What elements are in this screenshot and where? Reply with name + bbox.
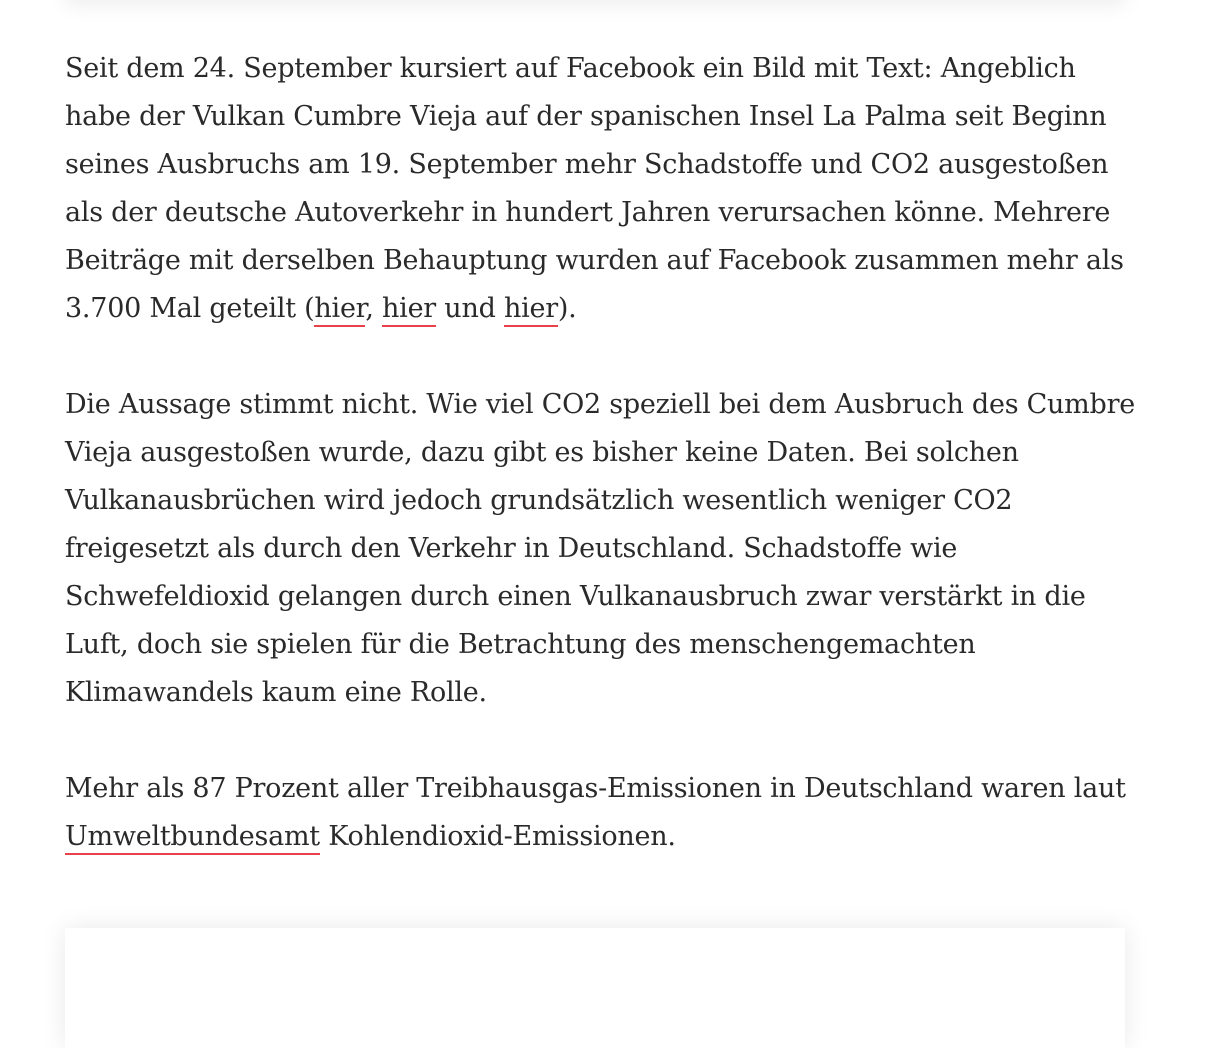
source-link-2[interactable]: hier xyxy=(382,293,436,327)
separator-und: und xyxy=(435,293,504,324)
article-body xyxy=(65,45,1140,909)
paragraph-verdict: Die Aussage stimmt nicht. Wie viel CO2 speziell bei dem Ausbruch des Cumbre Vieja ausgestoßen wurde, dazu gibt es bisher keine Daten. Bei solchen Vulkanausbrüchen wird jedoch grundsätzlich wesentlich weniger CO2 freigesetzt als durch den Verkehr in Deutschland. Schadstoffe wie Schwefeldioxid gelangen durch einen Vulkanausbruch zwar verstärkt in die Luft, doch sie spielen für die Betrachtung des menschengemachten Klimawandels kaum eine Rolle. xyxy=(65,389,1135,708)
paragraph-emissions xyxy=(65,765,1140,861)
source-link-1[interactable]: hier xyxy=(314,293,365,327)
emissions-text-end: Kohlendioxid-Emissionen. xyxy=(319,821,676,852)
paragraph-claim xyxy=(65,45,1140,333)
umweltbundesamt-link[interactable]: Umweltbundesamt xyxy=(65,821,320,855)
separator-comma: , xyxy=(365,293,383,324)
claim-text-end: ). xyxy=(557,293,577,324)
next-content-card xyxy=(65,928,1125,1048)
emissions-text: Mehr als 87 Prozent aller Treibhausgas-Emissionen in Deutschland waren laut xyxy=(65,773,1126,804)
claim-text: Seit dem 24. September kursiert auf Facebook ein Bild mit Text: Angeblich habe der Vulkan Cumbre Vieja auf der spanischen Insel La Palma seit Beginn seines Ausbruchs am 19. September mehr Schadstoffe und CO2 ausgestoßen als der deutsche Autoverkehr in hundert Jahren verursachen könne. Mehrere Beiträge mit derselben Behauptung wurden auf Facebook zusammen mehr als 3.700 Mal geteilt ( xyxy=(65,53,1124,324)
source-link-3[interactable]: hier xyxy=(504,293,558,327)
